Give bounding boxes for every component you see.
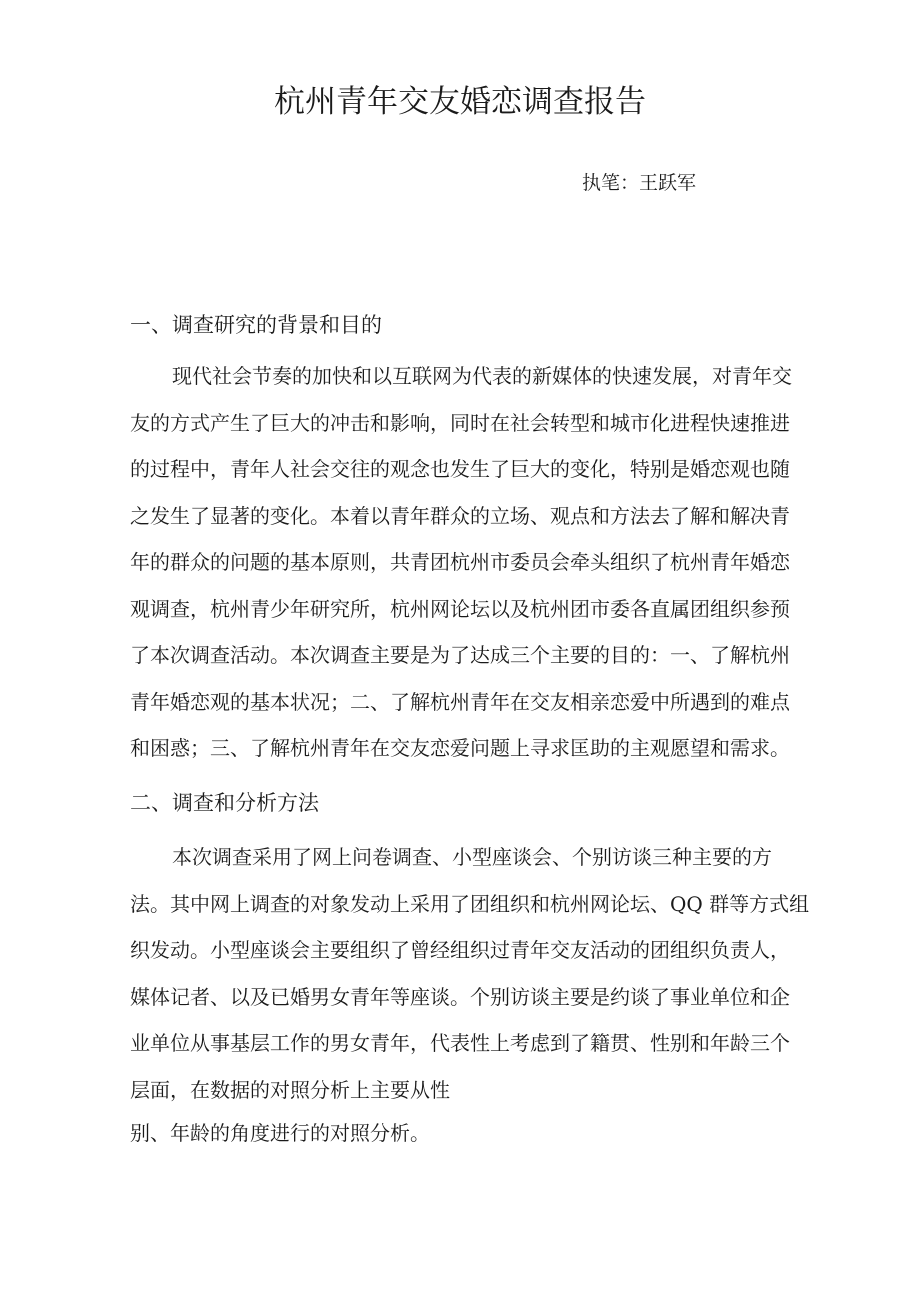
author-label: 执笔： (582, 172, 640, 194)
paragraph-line: 法。其中网上调查的对象发动上采用了团组织和杭州网论坛、QQ 群等方式组 (130, 891, 810, 916)
document-title: 杭州青年交友婚恋调查报告 (274, 84, 646, 120)
paragraph-line: 了本次调查活动。本次调查主要是为了达成三个主要的目的：一、了解杭州 (130, 643, 790, 667)
paragraph-line: 之发生了显著的变化。本着以青年群众的立场、观点和方法去了解和解决青 (130, 503, 790, 528)
section-heading-methods: 二、调查和分析方法 (130, 791, 319, 815)
paragraph-line: 织发动。小型座谈会主要组织了曾经组织过青年交友活动的团组织负责人， (130, 938, 790, 962)
paragraph-line: 层面，在数据的对照分析上主要从性 (130, 1077, 450, 1102)
paragraph-line: 友的方式产生了巨大的冲击和影响，同时在社会转型和城市化进程快速推进 (130, 410, 790, 435)
paragraph-line: 媒体记者、以及已婚男女青年等座谈。个别访谈主要是约谈了事业单位和企 (130, 984, 790, 1009)
paragraph-line: 观调查，杭州青少年研究所，杭州网论坛以及杭州团市委各直属团组织参预 (130, 596, 790, 621)
section-heading-background: 一、调查研究的背景和目的 (130, 313, 382, 337)
paragraph-line: 别、年龄的角度进行的对照分析。 (130, 1121, 430, 1145)
paragraph-line: 业单位从事基层工作的男女青年，代表性上考虑到了籍贯、性别和年龄三个 (130, 1031, 790, 1055)
section-paragraph-background (130, 353, 802, 772)
paragraph-line: 和困惑；三、了解杭州青年在交友恋爱问题上寻求匡助的主观愿望和需求。 (130, 736, 790, 760)
paragraph-line: 现代社会节奏的加快和以互联网为代表的新媒体的快速发展，对青年交 (172, 364, 792, 388)
author-line (582, 169, 696, 197)
author-name: 王跃军 (639, 172, 697, 194)
paragraph-line: 的过程中，青年人社会交往的观念也发生了巨大的变化，特别是婚恋观也随 (130, 457, 790, 481)
paragraph-line: 本次调查采用了网上问卷调查、小型座谈会、个别访谈三种主要的方 (172, 845, 772, 869)
section-paragraph-methods (130, 834, 810, 1153)
paragraph-line: 年的群众的问题的基本原则，共青团杭州市委员会牵头组织了杭州青年婚恋 (130, 550, 790, 574)
paragraph-line: 青年婚恋观的基本状况；二、了解杭州青年在交友相亲恋爱中所遇到的难点 (130, 689, 790, 714)
